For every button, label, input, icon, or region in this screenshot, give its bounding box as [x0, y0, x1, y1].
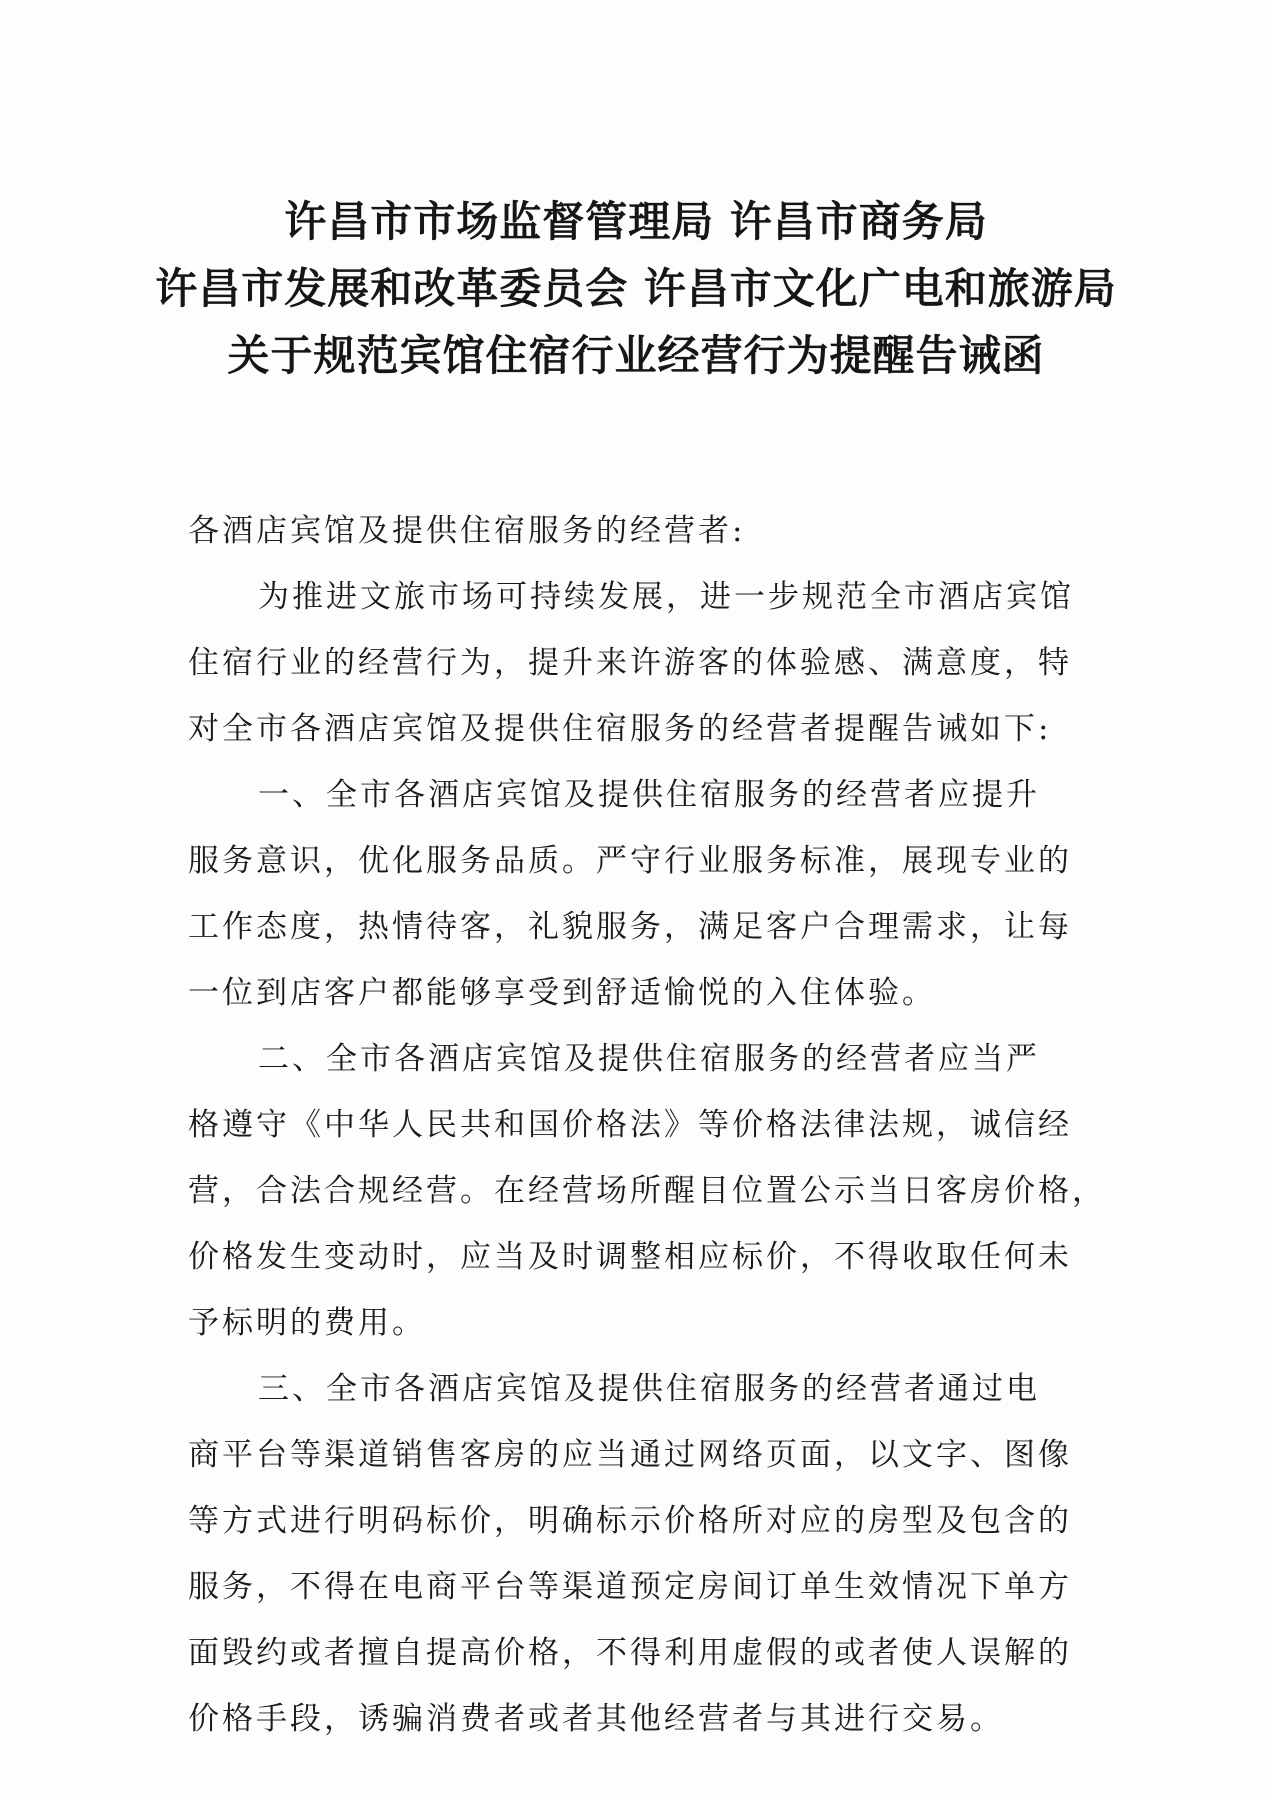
paragraph-line: 价格手段，诱骗消费者或者其他经营者与其进行交易。	[188, 1701, 1004, 1737]
paragraph-line: 住宿行业的经营行为，提升来许游客的体验感、满意度，特	[188, 645, 1072, 681]
paragraph-line: 工作态度，热情待客，礼貌服务，满足客户合理需求，让每	[188, 909, 1072, 945]
paragraph-line: 予标明的费用。	[188, 1305, 426, 1341]
paragraph-line: 一、全市各酒店宾馆及提供住宿服务的经营者应提升	[258, 777, 1040, 813]
paragraph-line: 价格发生变动时，应当及时调整相应标价，不得收取任何未	[188, 1239, 1072, 1275]
paragraph-item-1	[188, 762, 1088, 1026]
paragraph-item-3	[188, 1356, 1088, 1752]
paragraph-intro	[188, 564, 1088, 762]
paragraph-line: 服务，不得在电商平台等渠道预定房间订单生效情况下单方	[188, 1569, 1072, 1605]
paragraph-line: 三、全市各酒店宾馆及提供住宿服务的经营者通过电	[258, 1371, 1040, 1407]
paragraph-line: 格遵守《中华人民共和国价格法》等价格法律法规，诚信经	[188, 1107, 1072, 1143]
document-body	[188, 498, 1106, 1752]
title-line-2: 许昌市发展和改革委员会 许昌市文化广电和旅游局	[155, 264, 1117, 313]
paragraph-line: 二、全市各酒店宾馆及提供住宿服务的经营者应当严	[258, 1041, 1040, 1077]
paragraph-line: 为推进文旅市场可持续发展，进一步规范全市酒店宾馆	[258, 579, 1074, 615]
paragraph-item-2	[188, 1026, 1106, 1356]
paragraph-line: 一位到店客户都能够享受到舒适愉悦的入住体验。	[188, 975, 936, 1011]
salutation: 各酒店宾馆及提供住宿服务的经营者:	[188, 513, 746, 549]
title-line-3: 关于规范宾馆住宿行业经营行为提醒告诫函	[227, 331, 1045, 380]
paragraph-line: 等方式进行明码标价，明确标示价格所对应的房型及包含的	[188, 1503, 1072, 1539]
document-title	[0, 188, 1272, 389]
paragraph-line: 面毁约或者擅自提高价格，不得利用虚假的或者使人误解的	[188, 1635, 1072, 1671]
paragraph-line: 服务意识，优化服务品质。严守行业服务标准，展现专业的	[188, 843, 1072, 879]
paragraph-line: 商平台等渠道销售客房的应当通过网络页面，以文字、图像	[188, 1437, 1072, 1473]
title-line-1: 许昌市市场监督管理局 许昌市商务局	[284, 197, 988, 246]
paragraph-line: 营，合法合规经营。在经营场所醒目位置公示当日客房价格，	[188, 1173, 1106, 1209]
paragraph-line: 对全市各酒店宾馆及提供住宿服务的经营者提醒告诫如下:	[188, 711, 1052, 747]
